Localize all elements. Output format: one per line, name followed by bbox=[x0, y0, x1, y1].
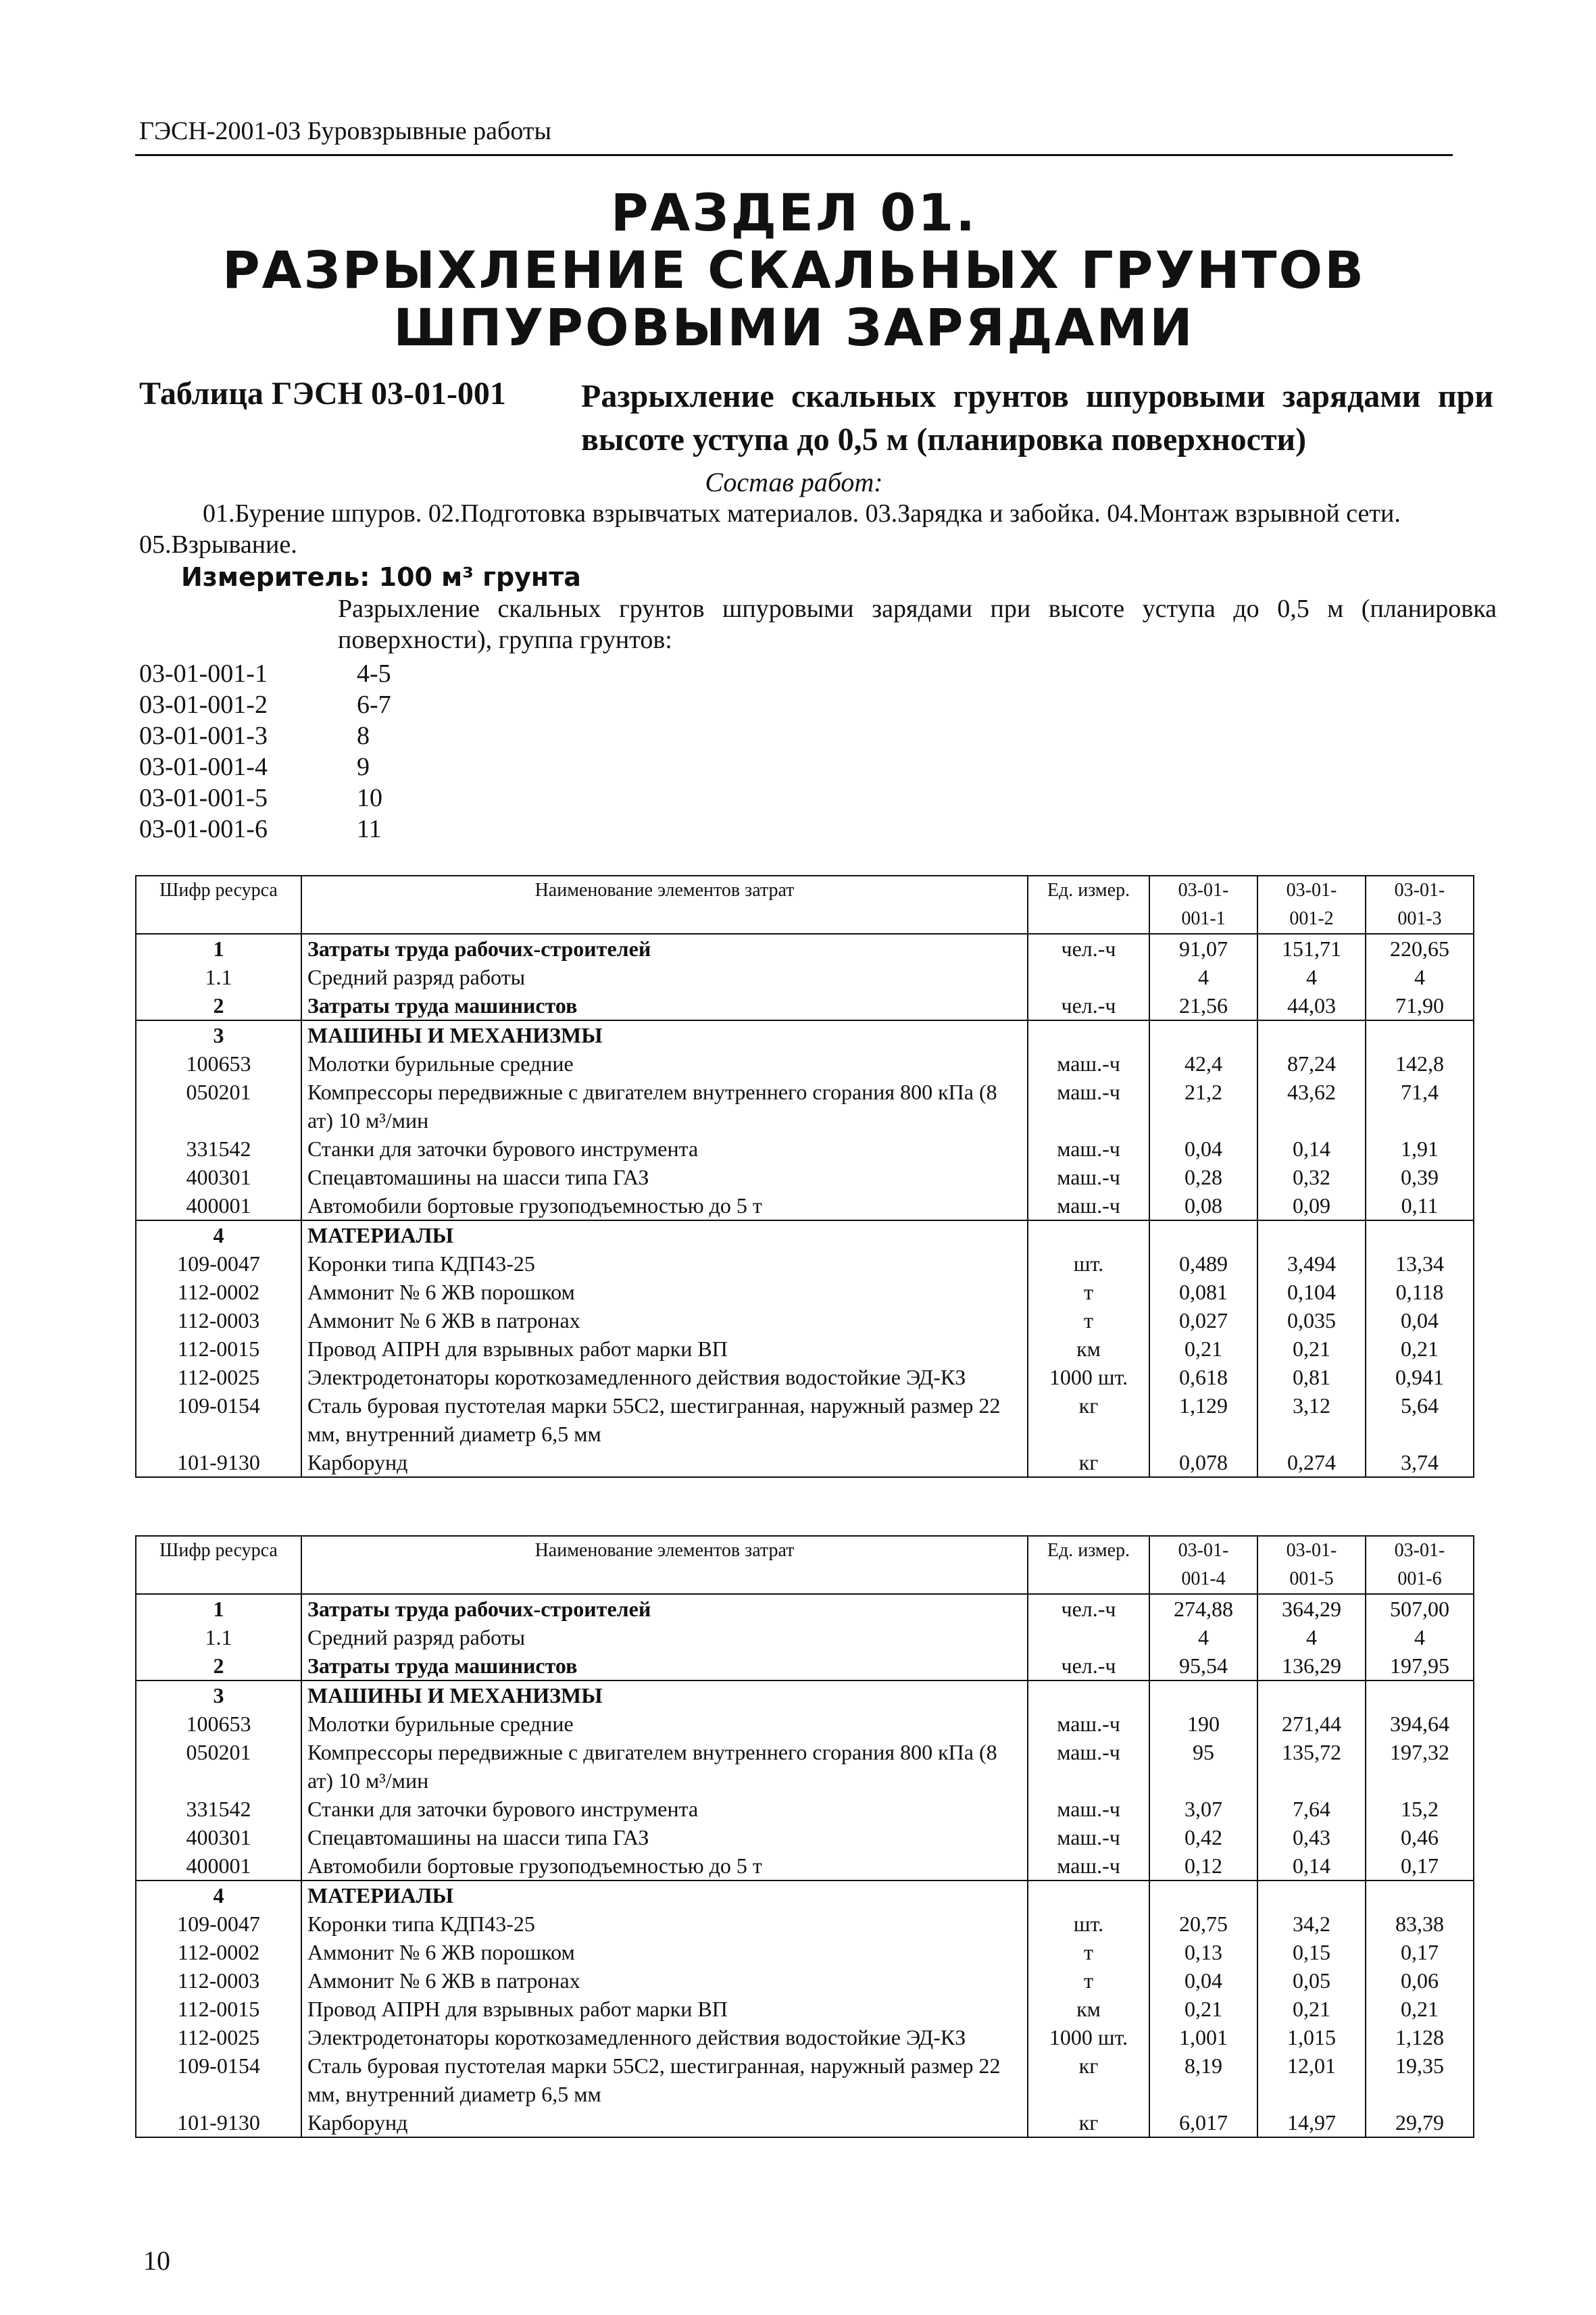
value-cell: 0,39 bbox=[1366, 1163, 1474, 1191]
resource-name: Затраты труда рабочих-строителей bbox=[301, 934, 1028, 963]
value-cell: 0,04 bbox=[1149, 1135, 1257, 1163]
value-cell: 3,07 bbox=[1149, 1795, 1257, 1823]
value-cell: 364,29 bbox=[1257, 1594, 1366, 1623]
value-cell: 0,05 bbox=[1257, 1966, 1366, 1995]
section-title-line-3: ШПУРОВЫМИ ЗАРЯДАМИ bbox=[393, 297, 1195, 357]
value-cell: 4 bbox=[1257, 1623, 1366, 1651]
resource-name: Сталь буровая пустотелая марки 55С2, шестигранная, наружный размер 22 мм, внутренний диаметр 6,5 мм bbox=[301, 1391, 1028, 1448]
resource-code: 1.1 bbox=[136, 963, 301, 991]
resource-unit: шт. bbox=[1028, 1249, 1149, 1278]
resource-code: 109-0154 bbox=[136, 2051, 301, 2108]
resource-code: 050201 bbox=[136, 1738, 301, 1795]
resource-unit: маш.-ч bbox=[1028, 1135, 1149, 1163]
value-cell bbox=[1149, 1681, 1257, 1710]
value-cell: 12,01 bbox=[1257, 2051, 1366, 2108]
value-cell: 71,90 bbox=[1366, 991, 1474, 1020]
resource-code: 109-0047 bbox=[136, 1910, 301, 1938]
value-cell: 5,64 bbox=[1366, 1391, 1474, 1448]
composition-line-1: 01.Бурение шпуров. 02.Подготовка взрывчатых материалов. 03.Зарядка и забойка. 04.Монтаж взрывной сети. bbox=[203, 499, 1401, 528]
table-row bbox=[136, 1938, 1474, 1966]
table-label: Таблица ГЭСН 03-01-001 bbox=[139, 376, 506, 412]
resource-name: Затраты труда рабочих-строителей bbox=[301, 1594, 1028, 1623]
resource-code: 100653 bbox=[136, 1710, 301, 1738]
resource-name: Спецавтомашины на шасси типа ГАЗ bbox=[301, 1823, 1028, 1851]
table-row bbox=[136, 1020, 1474, 1049]
resource-unit bbox=[1028, 1020, 1149, 1049]
unit-of-measure: Измеритель: 100 м³ грунта bbox=[181, 562, 581, 592]
composition-line-2: 05.Взрывание. bbox=[139, 530, 297, 559]
section-title-line-1: РАЗДЕЛ 01. bbox=[610, 182, 978, 243]
value-cell: 87,24 bbox=[1257, 1049, 1366, 1078]
value-cell: 0,078 bbox=[1149, 1448, 1257, 1477]
resource-code: 2 bbox=[136, 1651, 301, 1681]
resource-name: Аммонит № 6 ЖВ в патронах bbox=[301, 1966, 1028, 1995]
column-header-variant-2: 03-01- 001-2 bbox=[1257, 876, 1366, 934]
table-row bbox=[136, 1823, 1474, 1851]
resource-code: 3 bbox=[136, 1681, 301, 1710]
value-cell: 7,64 bbox=[1257, 1795, 1366, 1823]
resource-name: Молотки бурильные средние bbox=[301, 1049, 1028, 1078]
resource-unit: км bbox=[1028, 1335, 1149, 1363]
resource-unit: маш.-ч bbox=[1028, 1078, 1149, 1135]
table-row bbox=[136, 1881, 1474, 1910]
resource-code: 112-0015 bbox=[136, 1335, 301, 1363]
value-cell: 190 bbox=[1149, 1710, 1257, 1738]
value-cell: 42,4 bbox=[1149, 1049, 1257, 1078]
column-header-variant-4: 03-01- 001-4 bbox=[1149, 1536, 1257, 1594]
value-cell: 0,08 bbox=[1149, 1191, 1257, 1220]
resource-code: 112-0025 bbox=[136, 2023, 301, 2051]
value-cell: 0,21 bbox=[1366, 1335, 1474, 1363]
resource-unit: маш.-ч bbox=[1028, 1191, 1149, 1220]
value-cell: 0,489 bbox=[1149, 1249, 1257, 1278]
value-cell: 0,46 bbox=[1366, 1823, 1474, 1851]
resource-name: Электродетонаторы короткозамедленного действия водостойкие ЭД-КЗ bbox=[301, 2023, 1028, 2051]
resource-code: 400301 bbox=[136, 1163, 301, 1191]
table-row bbox=[136, 963, 1474, 991]
value-cell: 3,12 bbox=[1257, 1391, 1366, 1448]
table-row bbox=[136, 1363, 1474, 1391]
resource-name: Спецавтомашины на шасси типа ГАЗ bbox=[301, 1163, 1028, 1191]
table-row bbox=[136, 2051, 1474, 2108]
value-cell: 0,14 bbox=[1257, 1135, 1366, 1163]
table-row bbox=[136, 1220, 1474, 1249]
table-row bbox=[136, 1966, 1474, 1995]
table-row bbox=[136, 1651, 1474, 1681]
value-cell: 394,64 bbox=[1366, 1710, 1474, 1738]
resource-code: 400001 bbox=[136, 1851, 301, 1881]
column-header-variant-1: 03-01- 001-1 bbox=[1149, 876, 1257, 934]
resource-table-2 bbox=[135, 1535, 1474, 2138]
value-cell: 6,017 bbox=[1149, 2108, 1257, 2137]
value-cell: 19,35 bbox=[1366, 2051, 1474, 2108]
resource-name: Карборунд bbox=[301, 1448, 1028, 1477]
value-cell: 274,88 bbox=[1149, 1594, 1257, 1623]
value-cell bbox=[1257, 1681, 1366, 1710]
column-header-variant-6: 03-01- 001-6 bbox=[1366, 1536, 1474, 1594]
variant-group: 6-7 bbox=[357, 691, 391, 719]
resource-code: 3 bbox=[136, 1020, 301, 1049]
variant-group: 8 bbox=[357, 722, 370, 750]
value-cell: 8,19 bbox=[1149, 2051, 1257, 2108]
resource-unit: чел.-ч bbox=[1028, 1594, 1149, 1623]
value-cell: 136,29 bbox=[1257, 1651, 1366, 1681]
resource-name: Провод АПРН для взрывных работ марки ВП bbox=[301, 1335, 1028, 1363]
resource-name: МАТЕРИАЛЫ bbox=[301, 1881, 1028, 1910]
value-cell: 0,035 bbox=[1257, 1306, 1366, 1335]
resource-name: Станки для заточки бурового инструмента bbox=[301, 1135, 1028, 1163]
value-cell: 0,04 bbox=[1366, 1306, 1474, 1335]
value-cell: 0,21 bbox=[1257, 1335, 1366, 1363]
resource-name: Сталь буровая пустотелая марки 55С2, шестигранная, наружный размер 22 мм, внутренний диаметр 6,5 мм bbox=[301, 2051, 1028, 2108]
table-row bbox=[136, 1163, 1474, 1191]
value-cell: 95 bbox=[1149, 1738, 1257, 1795]
resource-name: Автомобили бортовые грузоподъемностью до 5 т bbox=[301, 1851, 1028, 1881]
value-cell: 0,81 bbox=[1257, 1363, 1366, 1391]
resource-name: Станки для заточки бурового инструмента bbox=[301, 1795, 1028, 1823]
table-row bbox=[136, 1049, 1474, 1078]
resource-unit: шт. bbox=[1028, 1910, 1149, 1938]
value-cell: 1,128 bbox=[1366, 2023, 1474, 2051]
value-cell: 15,2 bbox=[1366, 1795, 1474, 1823]
table-row bbox=[136, 991, 1474, 1020]
table-row bbox=[136, 2023, 1474, 2051]
page-number: 10 bbox=[143, 2245, 170, 2276]
section-title-line-2: РАЗРЫХЛЕНИЕ СКАЛЬНЫХ ГРУНТОВ bbox=[222, 240, 1366, 300]
resource-name: Затраты труда машинистов bbox=[301, 991, 1028, 1020]
resource-name: Автомобили бортовые грузоподъемностью до 5 т bbox=[301, 1191, 1028, 1220]
resource-unit bbox=[1028, 1220, 1149, 1249]
resource-code: 101-9130 bbox=[136, 2108, 301, 2137]
table-row bbox=[136, 1306, 1474, 1335]
value-cell bbox=[1149, 1020, 1257, 1049]
resource-code: 331542 bbox=[136, 1795, 301, 1823]
value-cell bbox=[1366, 1681, 1474, 1710]
value-cell: 4 bbox=[1149, 1623, 1257, 1651]
resource-code: 1.1 bbox=[136, 1623, 301, 1651]
value-cell: 0,081 bbox=[1149, 1278, 1257, 1306]
value-cell: 0,42 bbox=[1149, 1823, 1257, 1851]
resource-unit: кг bbox=[1028, 2051, 1149, 2108]
variant-code: 03-01-001-1 bbox=[139, 659, 268, 688]
resource-code: 400001 bbox=[136, 1191, 301, 1220]
value-cell: 4 bbox=[1257, 963, 1366, 991]
table-row bbox=[136, 2108, 1474, 2137]
value-cell: 0,06 bbox=[1366, 1966, 1474, 1995]
value-cell: 135,72 bbox=[1257, 1738, 1366, 1795]
value-cell: 3,494 bbox=[1257, 1249, 1366, 1278]
resource-name: Карборунд bbox=[301, 2108, 1028, 2137]
resource-unit: чел.-ч bbox=[1028, 991, 1149, 1020]
variant-group: 9 bbox=[357, 753, 370, 781]
value-cell bbox=[1257, 1020, 1366, 1049]
resource-unit: маш.-ч bbox=[1028, 1163, 1149, 1191]
resource-code: 112-0003 bbox=[136, 1306, 301, 1335]
resource-unit bbox=[1028, 1623, 1149, 1651]
value-cell: 0,04 bbox=[1149, 1966, 1257, 1995]
resource-code: 112-0025 bbox=[136, 1363, 301, 1391]
table-row bbox=[136, 1278, 1474, 1306]
value-cell: 0,17 bbox=[1366, 1938, 1474, 1966]
resource-unit: км bbox=[1028, 1995, 1149, 2023]
value-cell: 507,00 bbox=[1366, 1594, 1474, 1623]
value-cell: 21,56 bbox=[1149, 991, 1257, 1020]
value-cell: 0,12 bbox=[1149, 1851, 1257, 1881]
composition-heading: Состав работ: bbox=[705, 467, 883, 497]
header-rule bbox=[135, 154, 1453, 156]
value-cell: 1,001 bbox=[1149, 2023, 1257, 2051]
value-cell: 0,027 bbox=[1149, 1306, 1257, 1335]
resource-name: Аммонит № 6 ЖВ порошком bbox=[301, 1938, 1028, 1966]
resource-code: 331542 bbox=[136, 1135, 301, 1163]
table-row bbox=[136, 1681, 1474, 1710]
value-cell: 0,14 bbox=[1257, 1851, 1366, 1881]
value-cell: 0,13 bbox=[1149, 1938, 1257, 1966]
resource-unit: чел.-ч bbox=[1028, 934, 1149, 963]
resource-code: 1 bbox=[136, 934, 301, 963]
value-cell: 20,75 bbox=[1149, 1910, 1257, 1938]
table-row bbox=[136, 1335, 1474, 1363]
resource-code: 112-0003 bbox=[136, 1966, 301, 1995]
resource-name: Компрессоры передвижные с двигателем внутреннего сгорания 800 кПа (8 ат) 10 м³/мин bbox=[301, 1078, 1028, 1135]
resource-unit: маш.-ч bbox=[1028, 1710, 1149, 1738]
value-cell: 4 bbox=[1366, 963, 1474, 991]
value-cell: 0,15 bbox=[1257, 1938, 1366, 1966]
table-row bbox=[136, 1135, 1474, 1163]
value-cell: 43,62 bbox=[1257, 1078, 1366, 1135]
value-cell: 91,07 bbox=[1149, 934, 1257, 963]
value-cell: 44,03 bbox=[1257, 991, 1366, 1020]
variant-group: 4-5 bbox=[357, 659, 391, 688]
resource-name: Электродетонаторы короткозамедленного действия водостойкие ЭД-КЗ bbox=[301, 1363, 1028, 1391]
value-cell: 0,17 bbox=[1366, 1851, 1474, 1881]
value-cell: 0,21 bbox=[1257, 1995, 1366, 2023]
resource-unit: маш.-ч bbox=[1028, 1049, 1149, 1078]
resource-code: 050201 bbox=[136, 1078, 301, 1135]
variant-group: 10 bbox=[357, 784, 382, 812]
value-cell: 0,941 bbox=[1366, 1363, 1474, 1391]
table-row bbox=[136, 1448, 1474, 1477]
variant-code: 03-01-001-6 bbox=[139, 815, 268, 843]
value-cell bbox=[1149, 1881, 1257, 1910]
value-cell: 197,95 bbox=[1366, 1651, 1474, 1681]
resource-unit: т bbox=[1028, 1306, 1149, 1335]
resource-unit: т bbox=[1028, 1966, 1149, 1995]
resource-unit: т bbox=[1028, 1278, 1149, 1306]
value-cell: 0,618 bbox=[1149, 1363, 1257, 1391]
value-cell: 0,104 bbox=[1257, 1278, 1366, 1306]
variant-code: 03-01-001-2 bbox=[139, 691, 268, 719]
resource-name: Средний разряд работы bbox=[301, 963, 1028, 991]
table-row bbox=[136, 1191, 1474, 1220]
value-cell: 0,21 bbox=[1149, 1995, 1257, 2023]
resource-code: 2 bbox=[136, 991, 301, 1020]
column-header-variant-3: 03-01- 001-3 bbox=[1366, 876, 1474, 934]
value-cell bbox=[1366, 1881, 1474, 1910]
value-cell: 151,71 bbox=[1257, 934, 1366, 963]
resource-name: Коронки типа КДП43-25 bbox=[301, 1910, 1028, 1938]
resource-unit: маш.-ч bbox=[1028, 1738, 1149, 1795]
value-cell: 0,274 bbox=[1257, 1448, 1366, 1477]
resource-code: 109-0047 bbox=[136, 1249, 301, 1278]
resource-unit: кг bbox=[1028, 1391, 1149, 1448]
table-row bbox=[136, 1995, 1474, 2023]
value-cell: 0,28 bbox=[1149, 1163, 1257, 1191]
table-row bbox=[136, 1851, 1474, 1881]
value-cell: 4 bbox=[1149, 963, 1257, 991]
resource-unit: чел.-ч bbox=[1028, 1651, 1149, 1681]
value-cell: 1,015 bbox=[1257, 2023, 1366, 2051]
column-header-unit: Ед. измер. bbox=[1028, 1536, 1149, 1594]
resource-unit: маш.-ч bbox=[1028, 1795, 1149, 1823]
resource-code: 100653 bbox=[136, 1049, 301, 1078]
resource-code: 112-0015 bbox=[136, 1995, 301, 2023]
table-row bbox=[136, 934, 1474, 963]
resource-name: МАШИНЫ И МЕХАНИЗМЫ bbox=[301, 1681, 1028, 1710]
value-cell: 95,54 bbox=[1149, 1651, 1257, 1681]
value-cell bbox=[1149, 1220, 1257, 1249]
resource-code: 400301 bbox=[136, 1823, 301, 1851]
resource-code: 109-0154 bbox=[136, 1391, 301, 1448]
resource-code: 4 bbox=[136, 1220, 301, 1249]
value-cell: 0,43 bbox=[1257, 1823, 1366, 1851]
value-cell bbox=[1257, 1220, 1366, 1249]
resource-table-1 bbox=[135, 875, 1474, 1478]
variant-code: 03-01-001-3 bbox=[139, 722, 268, 750]
resource-unit: 1000 шт. bbox=[1028, 2023, 1149, 2051]
value-cell: 34,2 bbox=[1257, 1910, 1366, 1938]
value-cell: 1,129 bbox=[1149, 1391, 1257, 1448]
resource-name: Средний разряд работы bbox=[301, 1623, 1028, 1651]
resource-unit: кг bbox=[1028, 1448, 1149, 1477]
value-cell bbox=[1366, 1020, 1474, 1049]
table-row bbox=[136, 1910, 1474, 1938]
resource-name: Молотки бурильные средние bbox=[301, 1710, 1028, 1738]
column-header-name: Наименование элементов затрат bbox=[301, 1536, 1028, 1594]
table-row bbox=[136, 1594, 1474, 1623]
resource-unit: маш.-ч bbox=[1028, 1823, 1149, 1851]
table-row bbox=[136, 1738, 1474, 1795]
value-cell: 3,74 bbox=[1366, 1448, 1474, 1477]
value-cell: 0,09 bbox=[1257, 1191, 1366, 1220]
value-cell bbox=[1366, 1220, 1474, 1249]
variant-description: Разрыхление скальных грунтов шпуровыми зарядами при высоте уступа до 0,5 м (планировка поверхности), группа грунтов: bbox=[338, 595, 1497, 654]
value-cell: 13,34 bbox=[1366, 1249, 1474, 1278]
resource-code: 112-0002 bbox=[136, 1938, 301, 1966]
value-cell: 197,32 bbox=[1366, 1738, 1474, 1795]
resource-name: МАТЕРИАЛЫ bbox=[301, 1220, 1028, 1249]
resource-name: Аммонит № 6 ЖВ в патронах bbox=[301, 1306, 1028, 1335]
value-cell: 83,38 bbox=[1366, 1910, 1474, 1938]
resource-code: 4 bbox=[136, 1881, 301, 1910]
column-header-code: Шифр ресурса bbox=[136, 876, 301, 934]
resource-name: Затраты труда машинистов bbox=[301, 1651, 1028, 1681]
resource-unit: 1000 шт. bbox=[1028, 1363, 1149, 1391]
value-cell: 0,32 bbox=[1257, 1163, 1366, 1191]
resource-code: 1 bbox=[136, 1594, 301, 1623]
value-cell bbox=[1257, 1881, 1366, 1910]
value-cell: 71,4 bbox=[1366, 1078, 1474, 1135]
value-cell: 0,21 bbox=[1366, 1995, 1474, 2023]
value-cell: 142,8 bbox=[1366, 1049, 1474, 1078]
value-cell: 0,118 bbox=[1366, 1278, 1474, 1306]
value-cell: 0,21 bbox=[1149, 1335, 1257, 1363]
value-cell: 21,2 bbox=[1149, 1078, 1257, 1135]
resource-code: 101-9130 bbox=[136, 1448, 301, 1477]
value-cell: 0,11 bbox=[1366, 1191, 1474, 1220]
resource-unit: т bbox=[1028, 1938, 1149, 1966]
running-header: ГЭСН-2001-03 Буровзрывные работы bbox=[139, 117, 552, 145]
value-cell: 29,79 bbox=[1366, 2108, 1474, 2137]
resource-name: Провод АПРН для взрывных работ марки ВП bbox=[301, 1995, 1028, 2023]
resource-name: МАШИНЫ И МЕХАНИЗМЫ bbox=[301, 1020, 1028, 1049]
table-row bbox=[136, 1391, 1474, 1448]
resource-unit bbox=[1028, 963, 1149, 991]
value-cell: 14,97 bbox=[1257, 2108, 1366, 2137]
table-row bbox=[136, 1710, 1474, 1738]
resource-name: Коронки типа КДП43-25 bbox=[301, 1249, 1028, 1278]
resource-code: 112-0002 bbox=[136, 1278, 301, 1306]
variant-group: 11 bbox=[357, 815, 382, 843]
table-row bbox=[136, 1078, 1474, 1135]
column-header-unit: Ед. измер. bbox=[1028, 876, 1149, 934]
column-header-name: Наименование элементов затрат bbox=[301, 876, 1028, 934]
value-cell: 220,65 bbox=[1366, 934, 1474, 963]
table-row bbox=[136, 1623, 1474, 1651]
column-header-code: Шифр ресурса bbox=[136, 1536, 301, 1594]
value-cell: 271,44 bbox=[1257, 1710, 1366, 1738]
table-description: Разрыхление скальных грунтов шпуровыми зарядами при высоте уступа до 0,5 м (планировка поверхности) bbox=[581, 378, 1493, 457]
value-cell: 1,91 bbox=[1366, 1135, 1474, 1163]
column-header-variant-5: 03-01- 001-5 bbox=[1257, 1536, 1366, 1594]
resource-unit bbox=[1028, 1681, 1149, 1710]
value-cell: 4 bbox=[1366, 1623, 1474, 1651]
resource-name: Аммонит № 6 ЖВ порошком bbox=[301, 1278, 1028, 1306]
table-row bbox=[136, 1249, 1474, 1278]
resource-name: Компрессоры передвижные с двигателем внутреннего сгорания 800 кПа (8 ат) 10 м³/мин bbox=[301, 1738, 1028, 1795]
resource-unit bbox=[1028, 1881, 1149, 1910]
table-row bbox=[136, 1795, 1474, 1823]
variant-code: 03-01-001-5 bbox=[139, 784, 268, 812]
resource-unit: маш.-ч bbox=[1028, 1851, 1149, 1881]
resource-unit: кг bbox=[1028, 2108, 1149, 2137]
variant-code: 03-01-001-4 bbox=[139, 753, 268, 781]
